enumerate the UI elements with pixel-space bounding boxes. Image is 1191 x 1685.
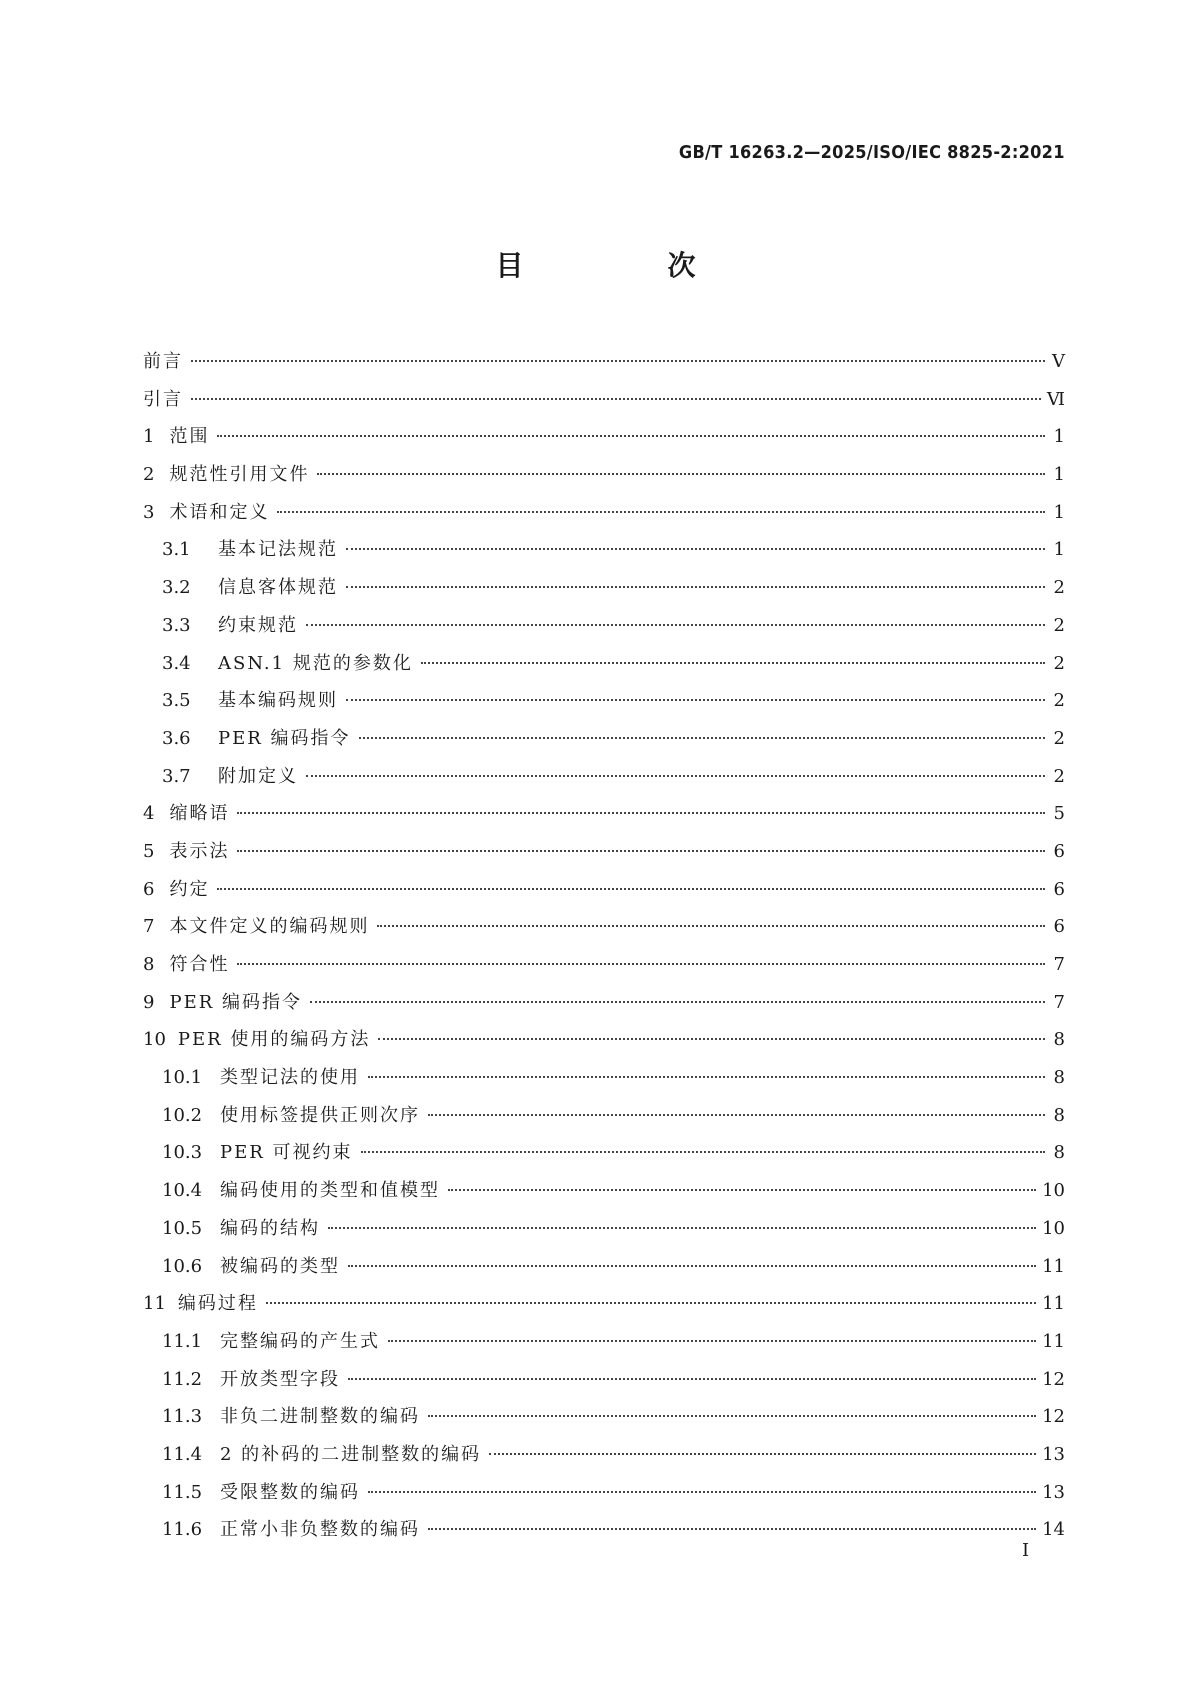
toc-entry-page: 6 <box>1053 878 1065 900</box>
toc-entry[interactable] <box>143 1361 1065 1399</box>
toc-dot-leader <box>266 1302 1036 1304</box>
toc-entry-title: 约定 <box>169 878 210 900</box>
toc-entry-page: 8 <box>1053 1142 1065 1164</box>
toc-dot-leader <box>217 888 1045 890</box>
toc-entry-number: 10.6 <box>162 1255 203 1277</box>
toc-entry[interactable] <box>143 418 1065 456</box>
toc-entry-title: 受限整数的编码 <box>220 1481 360 1503</box>
toc-entry-page: 14 <box>1042 1519 1065 1541</box>
toc-entry-page: 8 <box>1053 1067 1065 1089</box>
toc-entry-title: 本文件定义的编码规则 <box>169 916 370 938</box>
toc-entry-number: 11.3 <box>162 1406 203 1428</box>
toc-entry[interactable] <box>143 1134 1065 1172</box>
toc-entry-page: 1 <box>1053 501 1065 523</box>
toc-entry-title: 符合性 <box>169 954 230 975</box>
toc-entry-title: 前言 <box>143 351 183 372</box>
toc-dot-leader <box>217 435 1045 437</box>
toc-entry-title: 使用标签提供正则次序 <box>220 1104 420 1126</box>
toc-entry[interactable] <box>143 984 1065 1022</box>
toc-entry[interactable] <box>143 645 1065 683</box>
toc-entry[interactable] <box>143 871 1065 909</box>
toc-dot-leader <box>348 1378 1036 1380</box>
toc-entry-page: 13 <box>1042 1481 1065 1503</box>
toc-entry-title: 编码使用的类型和值模型 <box>220 1180 440 1202</box>
toc-entry-page: 7 <box>1053 991 1065 1013</box>
toc-dot-leader <box>361 1151 1045 1153</box>
toc-entry[interactable] <box>143 1097 1065 1135</box>
toc-entry-title: PER 可视约束 <box>220 1142 353 1164</box>
toc-dot-leader <box>359 737 1045 739</box>
toc-entry-number: 11.1 <box>162 1330 203 1352</box>
toc-entry-page: 2 <box>1053 727 1065 749</box>
toc-dot-leader <box>428 1114 1045 1116</box>
toc-entry-number: 3.5 <box>162 690 191 712</box>
toc-entry-page: 2 <box>1053 690 1065 712</box>
toc-entry-title: 非负二进制整数的编码 <box>220 1406 420 1428</box>
toc-entry-title: 约束规范 <box>218 614 298 636</box>
toc-entry[interactable] <box>143 1172 1065 1210</box>
toc-entry[interactable] <box>143 795 1065 833</box>
toc-entry-number: 10.2 <box>162 1104 203 1126</box>
toc-entry-title: 类型记法的使用 <box>220 1067 360 1089</box>
toc-entry-number: 3.4 <box>162 652 191 674</box>
toc-entry-title: 缩略语 <box>169 803 230 825</box>
toc-entry-number: 11.2 <box>162 1368 203 1390</box>
toc-dot-leader <box>428 1415 1036 1417</box>
toc-entry-number: 7 <box>143 916 155 938</box>
toc-dot-leader <box>306 624 1045 626</box>
toc-entry-page: 11 <box>1042 1330 1065 1352</box>
toc-entry-title: 附加定义 <box>218 765 298 787</box>
toc-entry-number: 10.3 <box>162 1142 203 1164</box>
toc-entry-number: 5 <box>143 840 155 862</box>
toc-dot-leader <box>377 925 1045 927</box>
toc-entry-title: 信息客体规范 <box>218 577 338 599</box>
toc-entry-page: 12 <box>1042 1368 1065 1390</box>
toc-entry-title: 编码的结构 <box>220 1217 320 1239</box>
toc-dot-leader <box>191 398 1041 400</box>
toc-entry-page: 8 <box>1053 1104 1065 1126</box>
table-of-contents <box>143 343 1065 1549</box>
toc-entry-number: 10.4 <box>162 1180 203 1202</box>
toc-entry-title: 完整编码的产生式 <box>220 1330 380 1352</box>
toc-entry-number: 3.7 <box>162 765 191 787</box>
toc-entry[interactable] <box>143 569 1065 607</box>
toc-entry-page: 6 <box>1053 840 1065 862</box>
toc-entry[interactable] <box>143 682 1065 720</box>
toc-entry-page: 10 <box>1042 1217 1065 1239</box>
toc-entry-number: 3.2 <box>162 577 191 599</box>
page-title: 目 次 <box>495 249 754 282</box>
toc-entry-title: 引言 <box>143 388 183 410</box>
toc-entry[interactable] <box>143 343 1065 381</box>
toc-entry-number: 6 <box>143 878 155 900</box>
toc-entry-number: 10.1 <box>162 1067 203 1089</box>
toc-entry-number: 2 <box>143 464 155 486</box>
toc-entry[interactable] <box>143 1323 1065 1361</box>
toc-entry-title: 开放类型字段 <box>220 1368 340 1390</box>
toc-entry-number: 11.5 <box>162 1481 203 1503</box>
toc-entry-page: 5 <box>1053 803 1065 825</box>
toc-entry-number: 4 <box>143 803 155 825</box>
toc-entry[interactable] <box>143 908 1065 946</box>
toc-entry-page: 6 <box>1053 916 1065 938</box>
toc-entry[interactable] <box>143 720 1065 758</box>
toc-dot-leader <box>348 1265 1036 1267</box>
toc-entry[interactable] <box>143 1059 1065 1097</box>
toc-entry-title: 术语和定义 <box>169 501 270 523</box>
toc-dot-leader <box>328 1227 1036 1229</box>
toc-entry-page: Ⅵ <box>1046 388 1065 409</box>
toc-dot-leader <box>428 1528 1036 1530</box>
toc-entry-page: 7 <box>1053 954 1065 975</box>
toc-dot-leader <box>317 473 1045 475</box>
toc-dot-leader <box>306 775 1045 777</box>
toc-entry-title: 编码过程 <box>177 1293 258 1315</box>
toc-entry-page: 11 <box>1042 1255 1065 1277</box>
toc-entry-title: 正常小非负整数的编码 <box>220 1519 420 1541</box>
toc-dot-leader <box>368 1491 1036 1493</box>
toc-entry-page: 1 <box>1053 464 1065 486</box>
page-number: Ⅰ <box>1022 1540 1030 1560</box>
toc-entry-title: 规范性引用文件 <box>169 464 310 486</box>
toc-dot-leader <box>237 963 1045 965</box>
toc-entry-number: 1 <box>143 426 155 448</box>
toc-entry[interactable] <box>143 607 1065 645</box>
toc-entry-title: 范围 <box>169 426 210 448</box>
toc-entry-number: 11 <box>143 1293 166 1315</box>
toc-entry-number: 3 <box>143 501 155 523</box>
toc-entry-page: Ⅴ <box>1052 351 1065 371</box>
toc-dot-leader <box>421 662 1045 664</box>
toc-entry-number: 10 <box>143 1029 166 1051</box>
toc-dot-leader <box>191 360 1045 362</box>
toc-dot-leader <box>388 1340 1036 1342</box>
toc-dot-leader <box>346 548 1045 550</box>
toc-dot-leader <box>378 1038 1045 1040</box>
toc-dot-leader <box>346 699 1045 701</box>
toc-entry-title: 基本记法规范 <box>218 539 338 561</box>
toc-entry-page: 8 <box>1053 1029 1065 1051</box>
toc-dot-leader <box>277 511 1045 513</box>
toc-entry[interactable] <box>143 1248 1065 1286</box>
toc-entry[interactable] <box>143 1021 1065 1059</box>
toc-entry-number: 3.1 <box>162 539 191 561</box>
toc-entry-title: PER 编码指令 <box>169 991 302 1013</box>
toc-entry-title: 2 的补码的二进制整数的编码 <box>220 1443 482 1465</box>
toc-dot-leader <box>237 812 1045 814</box>
toc-entry-page: 2 <box>1053 765 1065 787</box>
toc-entry-number: 8 <box>143 954 155 975</box>
toc-entry-title: ASN.1 规范的参数化 <box>218 652 413 674</box>
toc-entry[interactable] <box>143 1511 1065 1549</box>
toc-entry-number: 11.6 <box>162 1519 203 1541</box>
toc-entry[interactable] <box>143 758 1065 796</box>
toc-entry[interactable] <box>143 494 1065 532</box>
toc-entry[interactable] <box>143 1285 1065 1323</box>
toc-entry-number: 10.5 <box>162 1217 203 1239</box>
toc-entry[interactable] <box>143 946 1065 984</box>
toc-entry[interactable] <box>143 381 1065 419</box>
toc-dot-leader <box>489 1453 1036 1455</box>
toc-dot-leader <box>310 1001 1045 1003</box>
toc-entry-page: 2 <box>1053 652 1065 674</box>
toc-entry[interactable] <box>143 456 1065 494</box>
toc-dot-leader <box>237 850 1045 852</box>
standard-code-header: GB/T 16263.2—2025/ISO/IEC 8825-2:2021 <box>679 142 1065 163</box>
toc-entry[interactable] <box>143 833 1065 871</box>
toc-entry-number: 11.4 <box>162 1443 203 1465</box>
toc-entry-page: 13 <box>1042 1443 1065 1465</box>
toc-entry[interactable] <box>143 1210 1065 1248</box>
toc-entry-title: 表示法 <box>169 840 230 862</box>
toc-entry-page: 2 <box>1053 577 1065 599</box>
toc-entry-title: PER 使用的编码方法 <box>177 1029 371 1051</box>
toc-entry[interactable] <box>143 1436 1065 1474</box>
toc-entry[interactable] <box>143 1474 1065 1512</box>
toc-entry-title: PER 编码指令 <box>218 727 351 749</box>
toc-entry-page: 1 <box>1053 426 1065 448</box>
toc-entry-page: 11 <box>1042 1293 1065 1315</box>
toc-entry-title: 被编码的类型 <box>220 1255 340 1277</box>
toc-entry-page: 2 <box>1053 614 1065 636</box>
toc-entry-number: 9 <box>143 991 155 1013</box>
toc-entry-page: 12 <box>1042 1406 1065 1428</box>
toc-entry[interactable] <box>143 531 1065 569</box>
toc-entry[interactable] <box>143 1398 1065 1436</box>
toc-dot-leader <box>346 586 1045 588</box>
toc-entry-number: 3.6 <box>162 727 191 749</box>
toc-entry-number: 3.3 <box>162 614 191 636</box>
toc-dot-leader <box>368 1076 1045 1078</box>
toc-dot-leader <box>448 1189 1036 1191</box>
toc-entry-page: 1 <box>1053 539 1065 561</box>
toc-entry-page: 10 <box>1042 1180 1065 1202</box>
toc-entry-title: 基本编码规则 <box>218 690 338 712</box>
